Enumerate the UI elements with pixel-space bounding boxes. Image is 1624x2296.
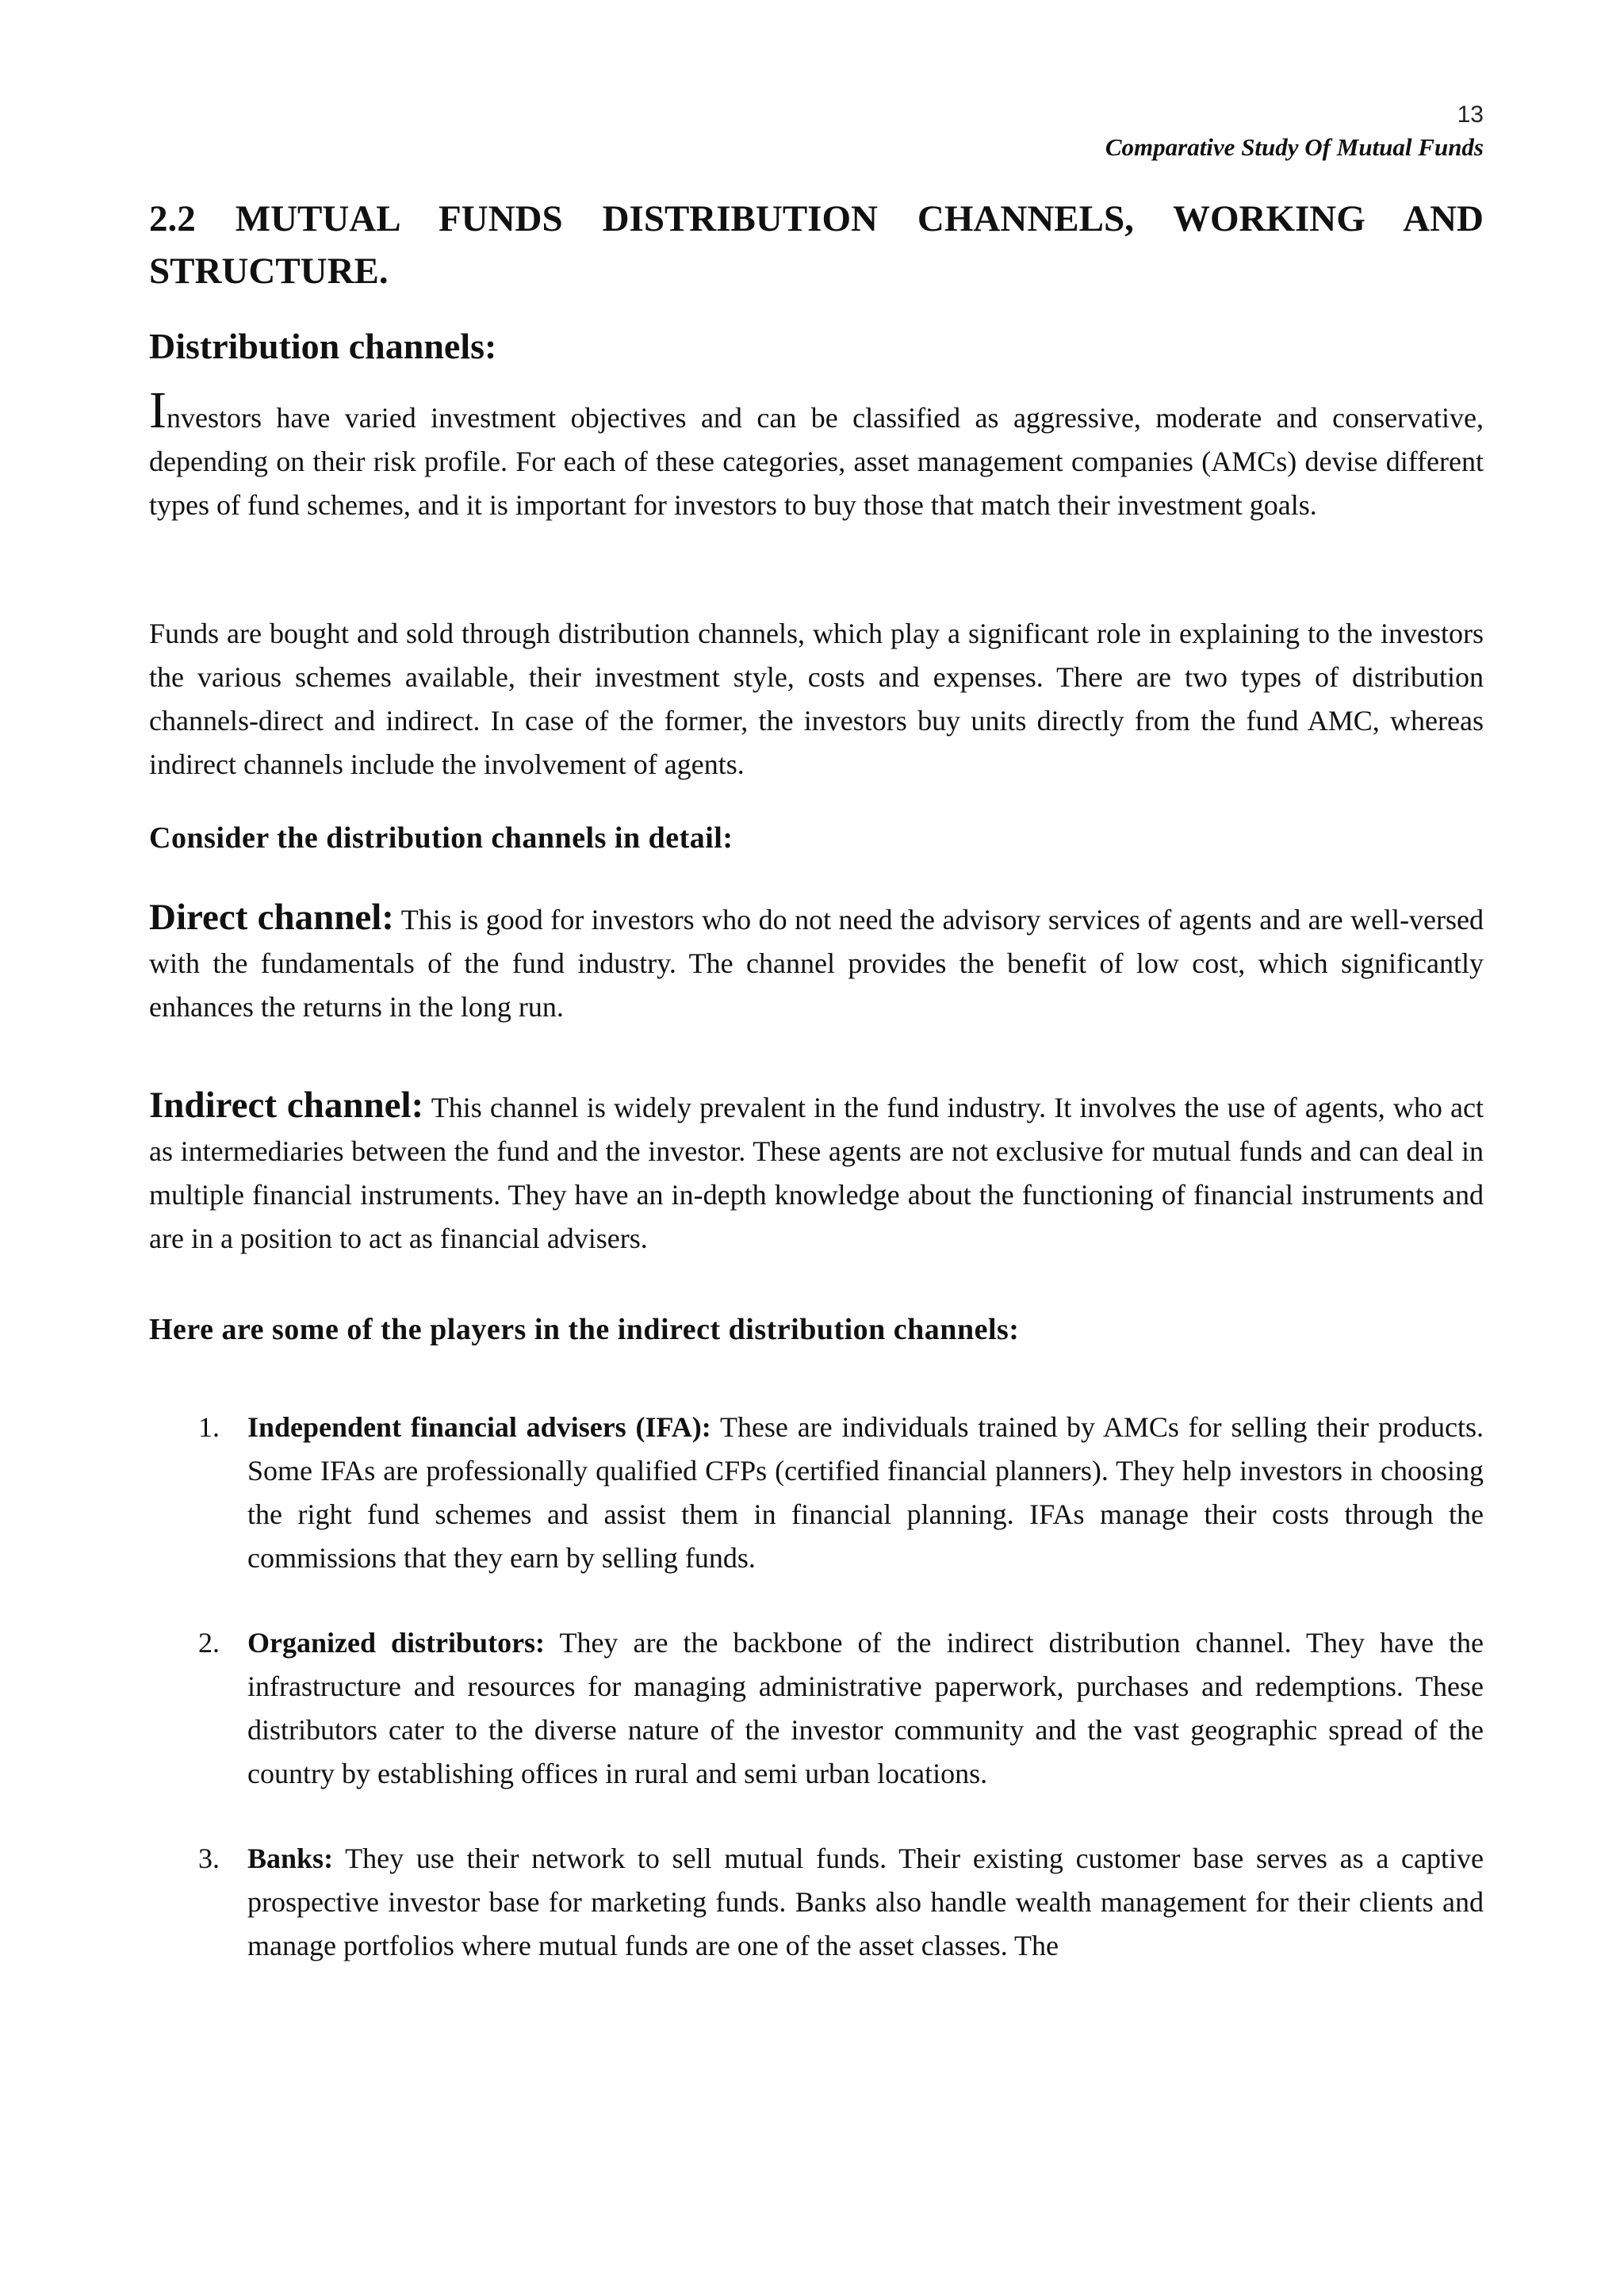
list-item-number: 1. [198,1411,220,1443]
list-item-text [247,1406,1484,1580]
list-item-text [247,1621,1484,1796]
list-item [149,1837,1484,1968]
list-item-body: These are individuals trained by AMCs for selling their products. Some IFAs are professionally qualified CFPs (certified financial planners). They help investors in choosing the right fund schemes and assist them in financial planning. IFAs manage their costs through the commissions that they earn by selling funds. [247,1411,1484,1574]
players-list [149,1406,1484,2009]
paragraph-2-block [149,612,1484,786]
subheading-distribution-channels: Distribution channels: [149,326,497,366]
list-item-body: They use their network to sell mutual funds. Their existing customer base serves as a captive prospective investor base for marketing funds. Banks also handle wealth management for their clients and manage portfolios where mutual funds are one of the asset classes. The [247,1843,1484,1961]
indirect-channel-paragraph [149,1084,1484,1261]
running-header-title: Comparative Study Of Mutual Funds [1105,133,1484,161]
list-item-title: Independent financial advisers (IFA): [247,1411,711,1443]
indirect-channel-text: This channel is widely prevalent in the fund industry. It involves the use of agents, who act as intermediaries between the fund and the investor. These agents are not exclusive for mutual funds and can deal in multiple financial instruments. They have an in-depth knowledge about the functioning of financial instruments and are in a position to act as financial advisers. [149,1092,1484,1254]
paragraph-2: Funds are bought and sold through distribution channels, which play a significant role in explaining to the investors the various schemes available, their investment style, costs and expenses. There are two types of distribution channels-direct and indirect. In case of the former, the investors buy units directly from the fund AMC, whereas indirect channels include the involvement of agents. [149,618,1484,780]
list-item [149,1621,1484,1796]
drop-cap: I [149,381,167,439]
list-item-title: Organized distributors: [247,1627,546,1659]
list-item-number: 3. [198,1843,220,1874]
direct-channel-label: Direct channel: [149,897,394,938]
players-heading: Here are some of the players in the indirect distribution channels: [149,1313,1020,1346]
detail-heading: Consider the distribution channels in detail: [149,821,733,855]
page-number: 13 [1457,101,1484,128]
section-title: 2.2 MUTUAL FUNDS DISTRIBUTION CHANNELS, WORKING AND STRUCTURE. [149,198,1484,292]
direct-channel-block [149,896,1484,1029]
intro-text: nvestors have varied investment objectives and can be classified as aggressive, moderate and conservative, depending on their risk profile. For each of these categories, asset management companies (AMCs) devise different types of fund schemes, and it is important for investors to buy those that match their investment goals. [149,402,1484,521]
list-item-body: They are the backbone of the indirect distribution channel. They have the infrastructure and resources for managing administrative paperwork, purchases and redemptions. These distributors cater to the diverse nature of the investor community and the vast geographic spread of the country by establishing offices in rural and semi urban locations. [247,1627,1484,1789]
list-item-text [247,1837,1484,1968]
intro-paragraph [149,381,1484,527]
direct-channel-paragraph [149,896,1484,1029]
list-item-number: 2. [198,1627,220,1659]
list-item-title: Banks: [247,1843,334,1874]
indirect-channel-label: Indirect channel: [149,1085,424,1126]
intro-paragraph-block [149,381,1484,527]
list-item [149,1406,1484,1580]
indirect-channel-block [149,1084,1484,1261]
direct-channel-text: This is good for investors who do not need the advisory services of agents and are well-versed with the fundamentals of the fund industry. The channel provides the benefit of low cost, which significantly enhances the returns in the long run. [149,904,1484,1023]
